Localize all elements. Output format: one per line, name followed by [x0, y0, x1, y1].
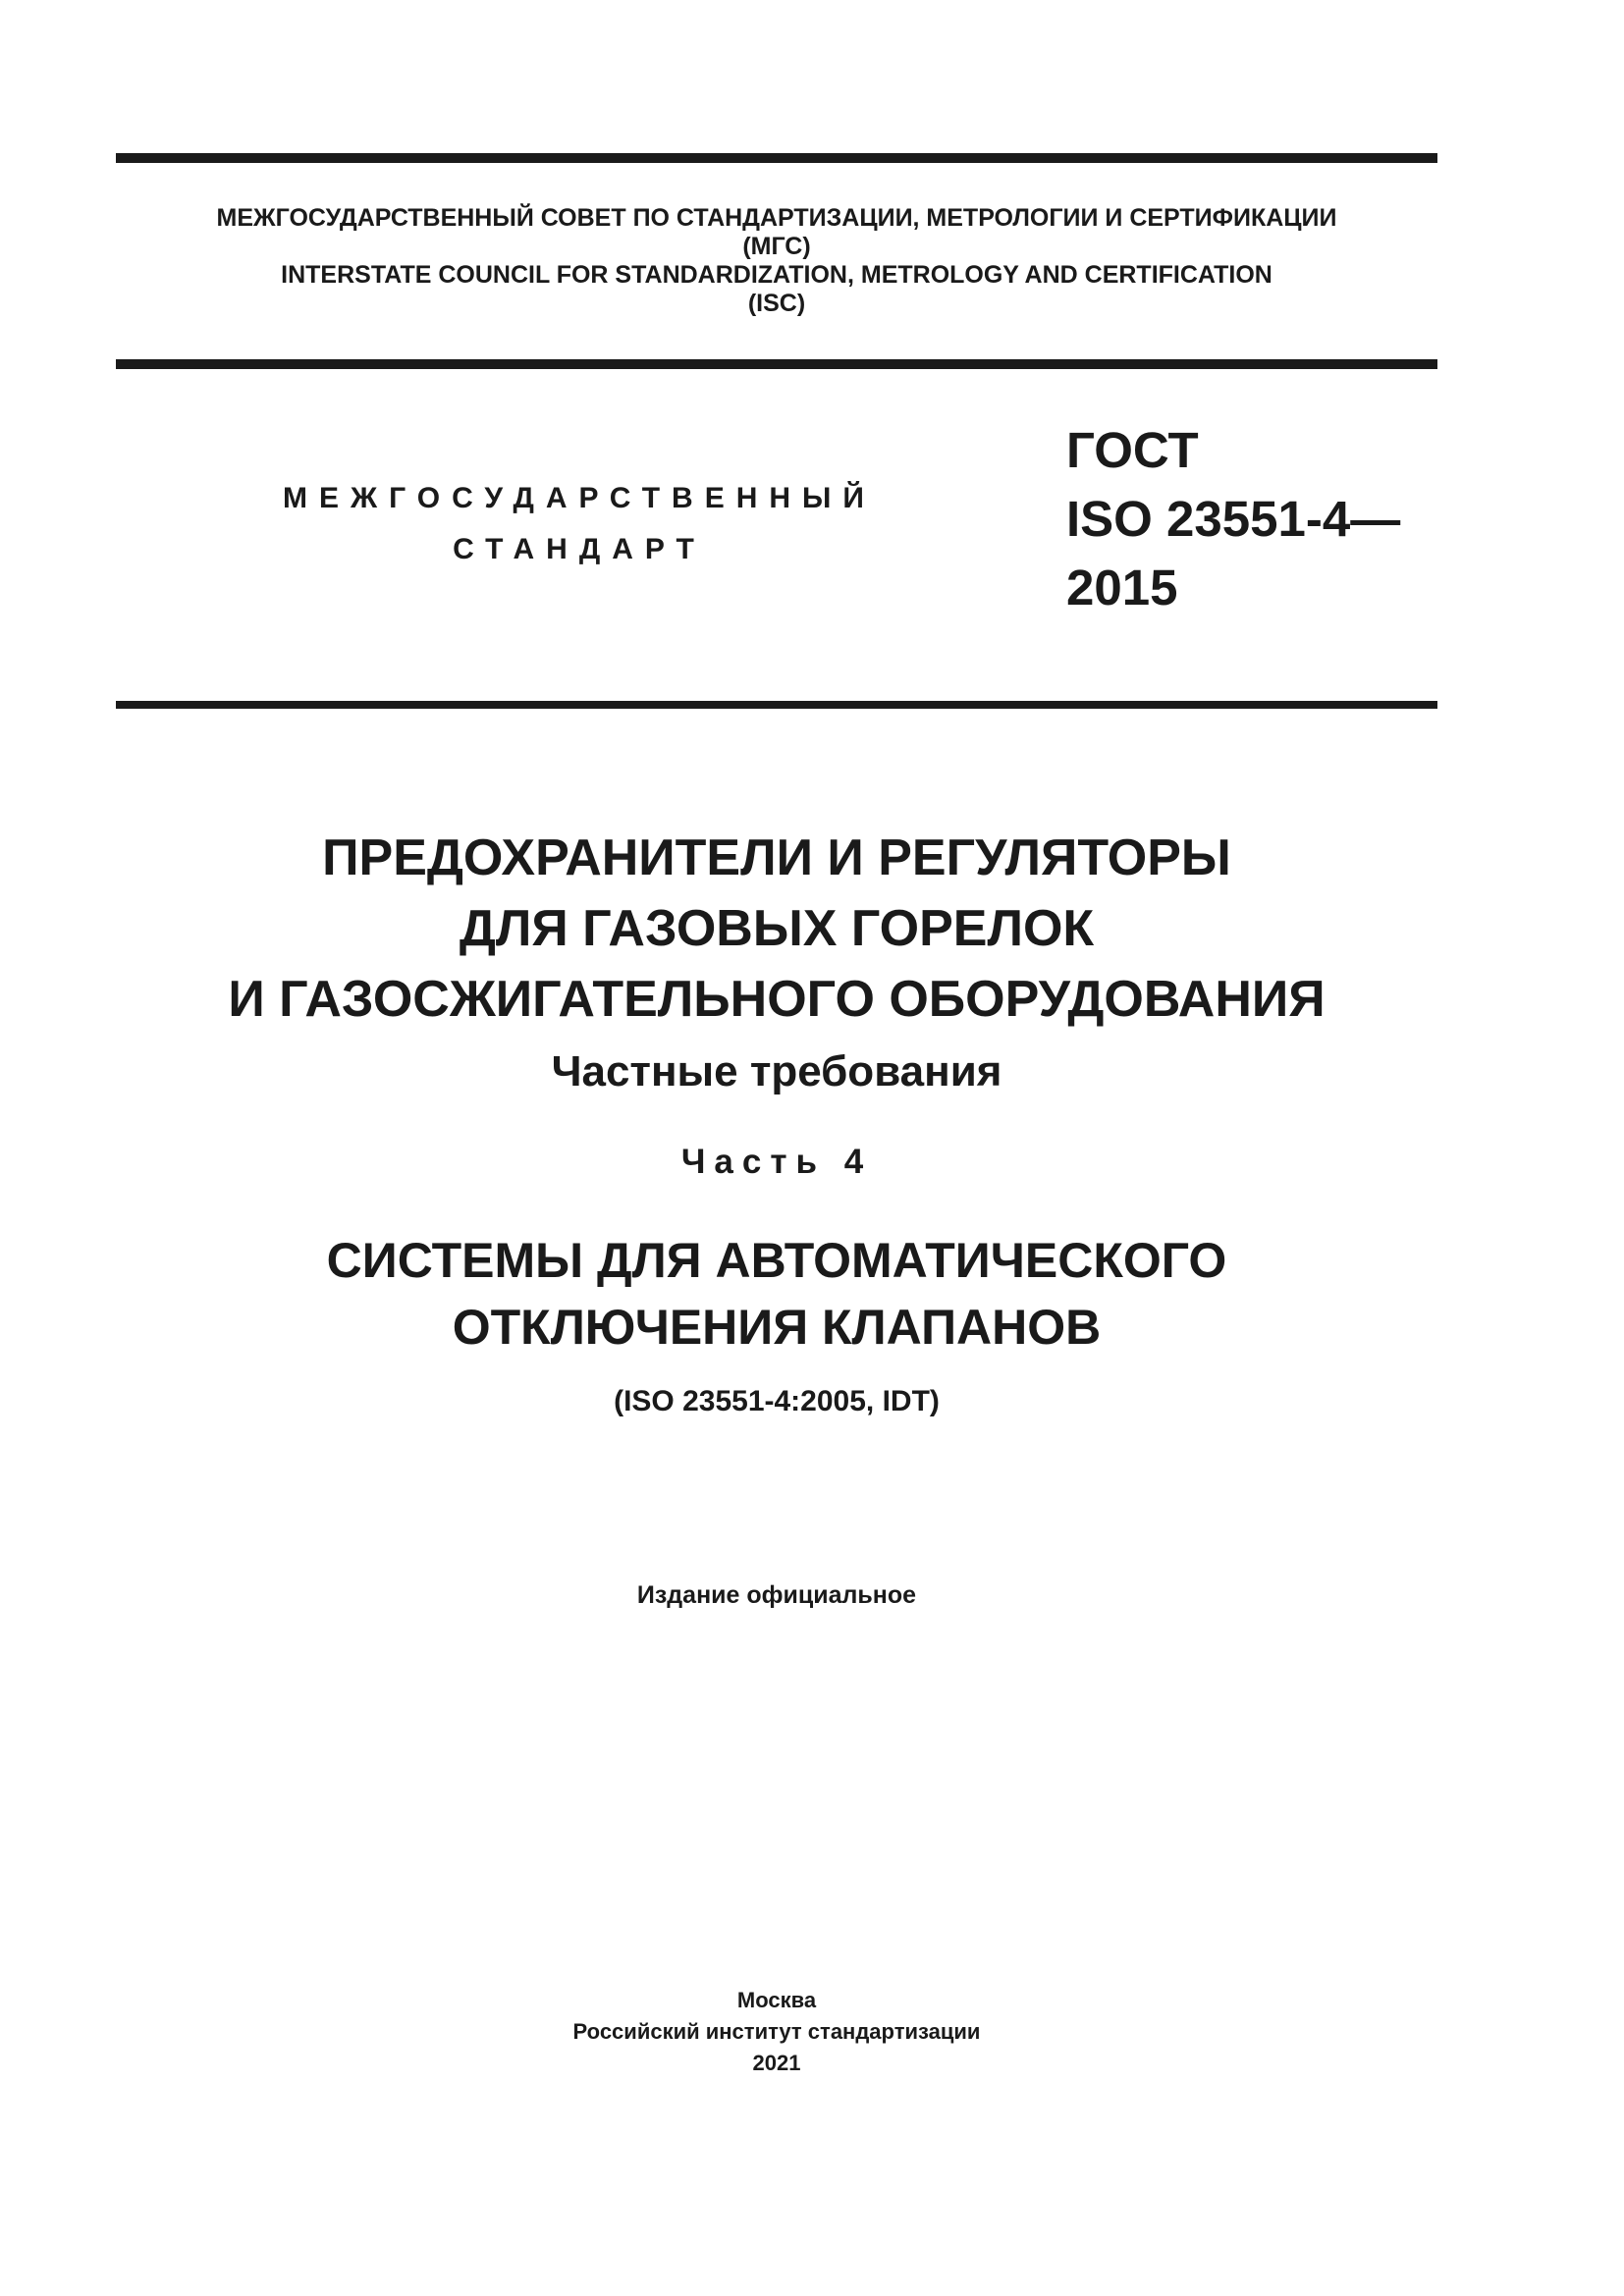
part-title-line1: СИСТЕМЫ ДЛЯ АВТОМАТИЧЕСКОГО: [326, 1233, 1227, 1288]
council-name-ru: МЕЖГОСУДАРСТВЕННЫЙ СОВЕТ ПО СТАНДАРТИЗАЦИИ, МЕТРОЛОГИИ И СЕРТИФИКАЦИИ: [216, 204, 1337, 232]
part-title-line2: ОТКЛЮЧЕНИЯ КЛАПАНОВ: [452, 1300, 1102, 1355]
header-divider: [116, 701, 1437, 709]
title-line3: И ГАЗОСЖИГАТЕЛЬНОГО ОБОРУДОВАНИЯ: [228, 971, 1326, 1028]
title-line1: ПРЕДОХРАНИТЕЛИ И РЕГУЛЯТОРЫ: [322, 829, 1231, 886]
council-abbr-en: (ISC): [747, 290, 806, 317]
part-number: Часть 4: [680, 1143, 873, 1181]
standard-designation: [1066, 416, 1400, 622]
publisher-city: Москва: [736, 1988, 817, 2012]
edition-note: Издание официальное: [636, 1581, 917, 1609]
designation-line2: ISO 23551-4—: [1066, 491, 1401, 547]
council-divider: [116, 359, 1437, 369]
standard-type-line1: МЕЖГОСУДАРСТВЕННЫЙ: [283, 482, 876, 514]
standard-type-line2: СТАНДАРТ: [453, 533, 706, 565]
council-abbr-ru: (МГС): [742, 233, 811, 260]
publisher-block: [116, 1985, 1437, 2079]
part-title: [116, 1227, 1437, 1361]
publication-year: 2021: [752, 2051, 801, 2075]
council-header: [116, 204, 1437, 318]
document-title: [116, 823, 1437, 1035]
publisher-institute: Российский институт стандартизации: [572, 2019, 981, 2044]
standard-type-label: [196, 473, 962, 575]
designation-line1: ГОСТ: [1066, 422, 1199, 478]
document-subtitle: Частные требования: [551, 1047, 1002, 1095]
iso-reference: (ISO 23551-4:2005, IDT): [614, 1385, 940, 1417]
council-name-en: INTERSTATE COUNCIL FOR STANDARDIZATION, METROLOGY AND CERTIFICATION: [281, 261, 1272, 289]
top-divider: [116, 153, 1437, 163]
designation-line3: 2015: [1066, 560, 1178, 615]
title-line2: ДЛЯ ГАЗОВЫХ ГОРЕЛОК: [459, 900, 1095, 957]
